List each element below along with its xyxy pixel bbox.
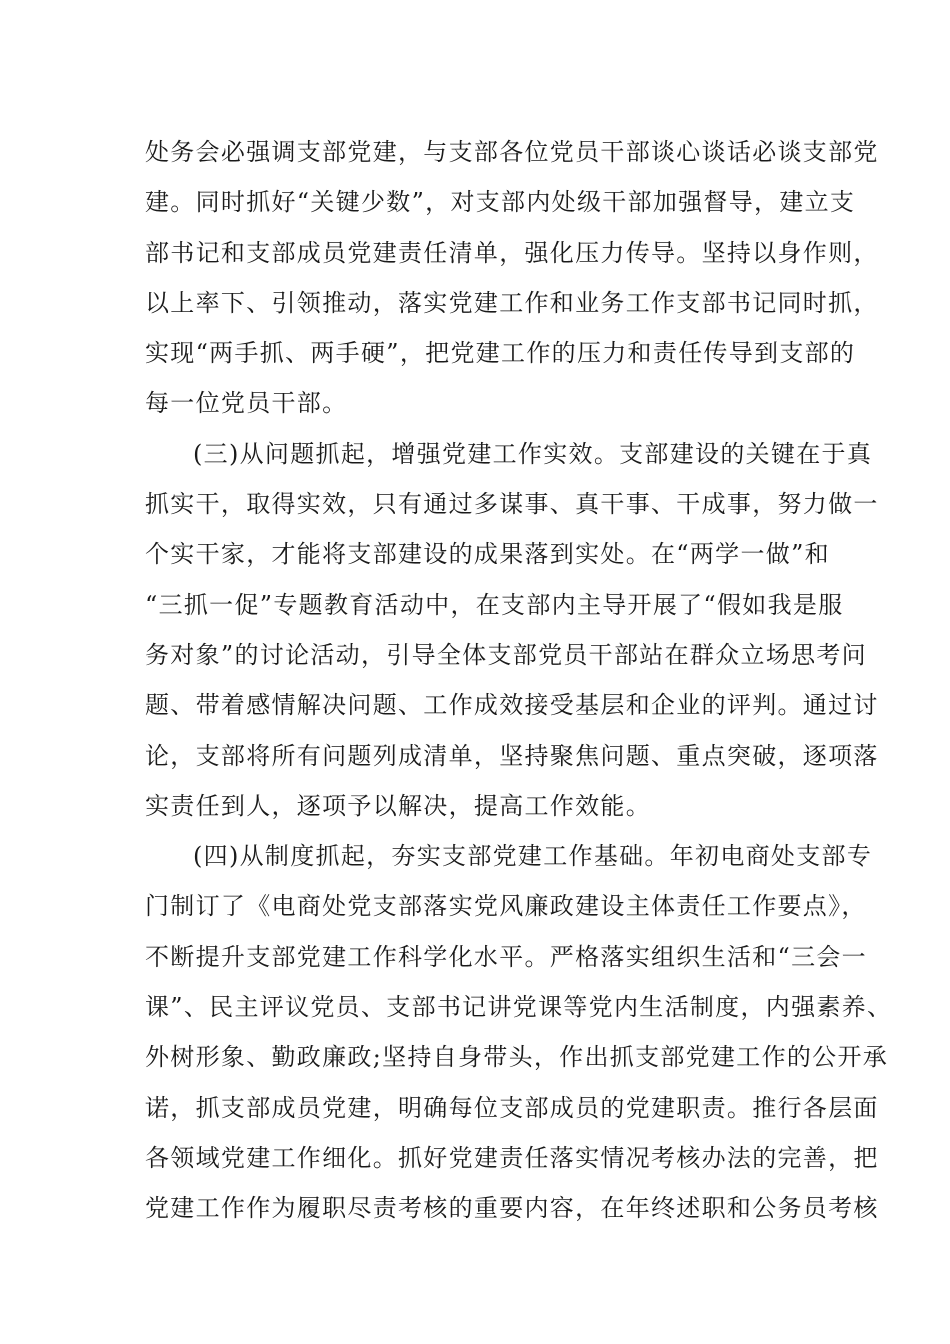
text-line: 门制订了《电商处党支部落实党风廉政建设主体责任工作要点》，	[145, 892, 867, 921]
text-line: 建。同时抓好“关键少数”，对支部内处级干部加强督导，建立支	[145, 188, 856, 217]
text-line: 各领域党建工作细化。抓好党建责任落实情况考核办法的完善，把	[145, 1143, 879, 1172]
text-line: 务对象”的讨论活动，引导全体支部党员干部站在群众立场思考问	[145, 640, 867, 669]
text-line: 个实干家，才能将支部建设的成果落到实处。在“两学一做”和	[145, 540, 830, 569]
text-line: 抓实干，取得实效，只有通过多谋事、真干事、干成事，努力做一	[145, 490, 879, 519]
text-line: 外树形象、勤政廉政;坚持自身带头，作出抓支部党建工作的公开承	[145, 1043, 889, 1072]
text-line: “三抓一促”专题教育活动中，在支部内主导开展了“假如我是服	[145, 590, 844, 619]
document-body	[145, 127, 893, 1234]
text-line: 每一位党员干部。	[145, 389, 348, 418]
section-4-heading-line: (四)从制度抓起，夯实支部党建工作基础。年初电商处支部专	[193, 842, 873, 871]
text-line: 诺，抓支部成员党建，明确每位支部成员的党建职责。推行各层面	[145, 1093, 879, 1122]
section-3-heading-line: (三)从问题抓起，增强党建工作实效。支部建设的关键在于真	[193, 439, 873, 468]
text-line: 题、带着感情解决问题、工作成效接受基层和企业的评判。通过讨	[145, 691, 879, 720]
text-line: 不断提升支部党建工作科学化水平。严格落实组织生活和“三会一	[145, 942, 867, 971]
text-line: 课”、民主评议党员、支部书记讲党课等党内生活制度，内强素养、	[145, 993, 893, 1022]
text-line: 以上率下、引领推动，落实党建工作和业务工作支部书记同时抓，	[145, 288, 879, 317]
text-line: 党建工作作为履职尽责考核的重要内容，在年终述职和公务员考核	[145, 1194, 879, 1223]
text-line: 部书记和支部成员党建责任清单，强化压力传导。坚持以身作则，	[145, 238, 879, 267]
text-line: 论，支部将所有问题列成清单，坚持聚焦问题、重点突破，逐项落	[145, 741, 879, 770]
text-line: 处务会必强调支部党建，与支部各位党员干部谈心谈话必谈支部党	[145, 138, 879, 166]
text-line: 实责任到人，逐项予以解决，提高工作效能。	[145, 791, 651, 820]
text-line: 实现“两手抓、两手硬”，把党建工作的压力和责任传导到支部的	[145, 339, 856, 368]
